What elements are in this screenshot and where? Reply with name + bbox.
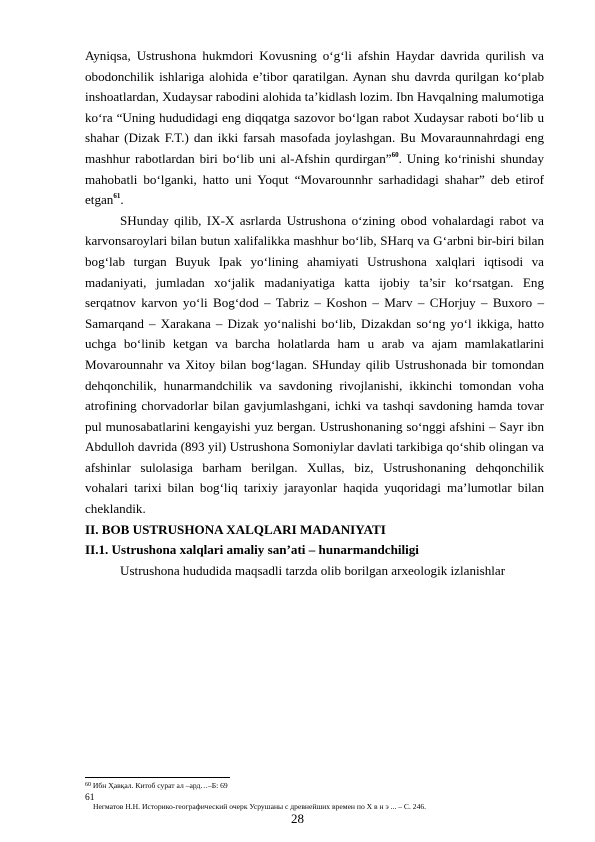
chapter-heading: II. BOB USTRUSHONA XALQLARI MADANIYATI bbox=[85, 521, 386, 537]
page-number: 28 bbox=[291, 811, 304, 826]
footnote-ref-61[interactable]: 61 bbox=[113, 192, 121, 201]
footnote-61-number: 61 bbox=[85, 793, 95, 803]
section-heading: II.1. Ustrushona xalqlari amaliy san’ati – hunarmandchiligi bbox=[85, 542, 419, 558]
paragraph-3: Ustrushona hududida maqsadli tarzda olib borilgan arxeologik izlanishlar bbox=[120, 562, 506, 578]
paragraph-2: SHunday qilib, IX-X asrlarda Ustrushona o‘zining obod vohalardagi rabot va karvonsaroylari bilan butun xalifalikka mashhur bo‘lib, SHarq va G‘arbni bir-biri bilan bog‘lab turgan Buyuk Ipak yo‘lining ahamiyati Ustrushona xalqlari iqtisodi va madaniyati, jumladan xo‘jalik madaniyatiga katta ijobiy ta’sir ko‘rsatgan. Eng serqatnov karvon yo‘li Bog‘dod – Tabriz – Koshon – Marv – CHorjuy – Buxoro – Samarqand – Xarakana – Dizak yo‘nalishi bo‘lib, Dizakdan so‘ng yo‘l ikkiga, hatto uchga bo‘linib ketgan va barcha holatlarda ham u arab va ajam mamlakatlarini Movarounnahr va Xitoy bilan bog‘lagan. SHunday qilib Ustrushonada bir tomondan dehqonchilik, hunarmandchilik va savdoning rivojlanishi, ikkinchi tomondan voha atrofining chorvadorlar bilan gavjumlashgani, ichki va tashqi savdoning hamda tovar pul munosabatlarini kengayishi yuz bergan. Ustrushonaning so‘nggi afshini – Sayr ibn Abdulloh davrida (893 yil) Ustrushona Somoniylar davlati tarkibiga qo‘shib olingan va afshinlar sulolasiga barham berilgan. Xullas, biz, Ustrushonaning dehqonchilik vohalari tarixi bilan bog‘liq tarixiy jarayonlar haqida yuqoridagi ma’lumotlar bilan cheklandik. bbox=[85, 212, 544, 517]
footnote-61-text: Негматов Н.Н. Историко-географический очерк Усрушаны с древнейших времен по Х в н э ... – С. 246. bbox=[93, 802, 427, 811]
footnote-divider bbox=[85, 777, 230, 778]
main-text bbox=[85, 46, 544, 581]
paragraph-1-text-b: . Uning ko‘rinishi shunday mahobatli bo‘lganki, hatto uni Yoqut “Movarounnhr sarhadidagi shahar” deb etirof etgan bbox=[85, 150, 544, 208]
footnotes bbox=[85, 780, 555, 812]
footnote-ref-60[interactable]: 60 bbox=[391, 150, 399, 159]
paragraph-1-text-c: . bbox=[120, 192, 124, 208]
footnote-60 bbox=[85, 780, 555, 791]
paragraph-1 bbox=[85, 46, 544, 211]
paragraph-1-text-a: Ayniqsa, Ustrushona hukmdori Kovusning o‘g‘li afshin Haydar davrida qurilish va obodonchilik ishlariga alohida e’tibor qaratilgan. Aynan shu davrda qurilgan ko‘plab inshoatlardan, Xudaysar rabodini alohida ta’kidlash lozim. Ibn Havqalning malumotiga ko‘ra “Uning hududidagi eng diqqatga sazovor bo‘lgan rabot Xudaysar raboti bo‘lib u shahar (Dizak F.T.) dan ikki farsah masofada joylashgan. Bu Movaraunnahrdagi eng mashhur rabotlardan biri bo‘lib uni al-Afshin qurdirgan” bbox=[85, 48, 544, 166]
footnote-60-number: 60 bbox=[85, 782, 91, 788]
footnote-60-text: Ибн Ҳавқал. Китоб сурат ал –ард…–Б: 69 bbox=[91, 781, 228, 790]
footnote-61 bbox=[85, 793, 555, 812]
